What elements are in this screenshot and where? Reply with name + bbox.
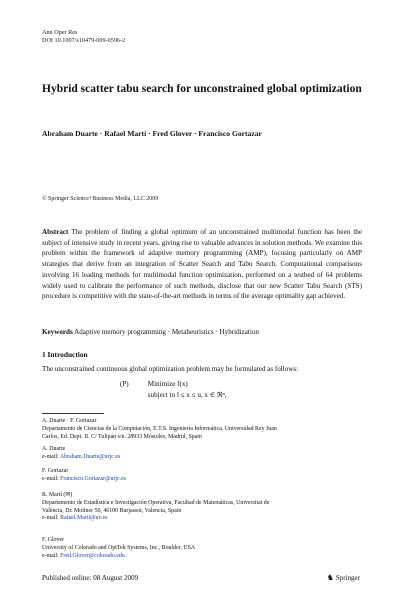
footnote-divider xyxy=(42,413,104,414)
footnote-names: F. Glover xyxy=(42,537,65,543)
journal-header xyxy=(42,29,125,45)
keywords-text: Adaptive memory programming · Metaheuristics · Hybridization xyxy=(74,328,259,336)
equation-label: (P) xyxy=(120,380,129,388)
published-online-date: Published online: 08 August 2009 xyxy=(42,574,139,582)
section-heading-introduction: 1 Introduction xyxy=(42,350,88,359)
email-label: e-mail: xyxy=(42,453,60,460)
author-list: Abraham Duarte · Rafael Martí · Fred Glover · Francisco Gortazar xyxy=(42,129,262,138)
email-link[interactable]: Francisco.Gortazar@urjc.es xyxy=(60,475,127,482)
footnote-line: University of Colorado and OptTek Systems, Inc., Boulder, USA xyxy=(42,544,196,551)
footnote-affiliation xyxy=(42,418,362,441)
abstract xyxy=(42,227,362,302)
footnote-line: Carlos, Ed. Dept. II. C/ Tulipán s/n. 28933 Móstoles, Madrid, Spain xyxy=(42,433,202,440)
springer-logo-text: Springer xyxy=(335,574,360,582)
email-label: e-mail: xyxy=(42,552,61,559)
abstract-label: Abstract xyxy=(42,228,69,236)
paper-title: Hybrid scatter tabu search for unconstrained global optimization xyxy=(42,83,362,95)
copyright-notice: © Springer Science+Business Media, LLC 2009 xyxy=(42,196,159,202)
footnote-affiliation xyxy=(42,468,362,484)
footnote-line: Departamento de Ciencias de la Computación, E.T.S. Ingeniería Informática, Universidad Rey Juan xyxy=(42,425,277,432)
email-label: e-mail: xyxy=(42,515,61,522)
keywords xyxy=(42,327,362,337)
footnote-affiliation xyxy=(42,446,362,462)
footnote-names: A. Duarte · F. Gortazar xyxy=(42,418,97,424)
equation-line-1: Minimize f(x) xyxy=(147,380,188,388)
footnote-affiliation xyxy=(42,492,362,523)
keywords-label: Keywords xyxy=(42,328,73,336)
introduction-text: The unconstrained continuous global optimization problem may be formulated as follows: xyxy=(42,365,299,373)
springer-horse-icon: ♞ xyxy=(326,573,334,582)
email-link[interactable]: Rafael.Marti@uv.es xyxy=(60,515,108,522)
journal-name: Ann Oper Res xyxy=(42,29,78,36)
footnote-names: F. Gortazar xyxy=(42,468,69,474)
doi-text: DOI 10.1007/s10479-009-0596-2 xyxy=(42,37,126,44)
footnote-line: Departamento de Estadística e Investigación Operativa, Facultad de Matemáticas, Universitat de xyxy=(42,499,270,506)
footnote-names: R. Martí (✉) xyxy=(42,492,73,498)
footnote-line: València, Dr. Moliner 50, 46100 Burjassot, Valencia, Spain xyxy=(42,507,182,514)
email-label: e-mail: xyxy=(42,475,61,482)
footnote-names: A. Duarte xyxy=(42,446,66,452)
footnote-affiliation xyxy=(42,537,362,560)
equation-line-2: subject to l ≤ x ≤ u, x ∈ ℜⁿ, xyxy=(147,390,227,399)
problem-formulation xyxy=(120,379,227,400)
springer-logo xyxy=(327,573,360,583)
email-link[interactable]: Abraham.Duarte@urjc.es xyxy=(59,453,121,460)
email-link[interactable]: Fred.Glover@colorado.edu xyxy=(60,552,125,559)
abstract-text: The problem of finding a global optimum of an unconstrained multimodal function has been the subject of intensive study in recent years, giving rise to valuable advances in solution methods. We examine this problem within the framework of adaptive memory programming (AMP), focusing particularly on AMP strategies that derive from an integration of Scatter Search and Tabu Search. Computational comparisons involving 16 leading methods for multimodal function optimization, performed on a testbed of 64 problems widely used to calibrate the performance of such methods, disclose that our new Scatter Tabu Search (STS) procedure is competitive with the state-of-the-art methods in terms of the average optimality gap achieved. xyxy=(42,228,362,301)
